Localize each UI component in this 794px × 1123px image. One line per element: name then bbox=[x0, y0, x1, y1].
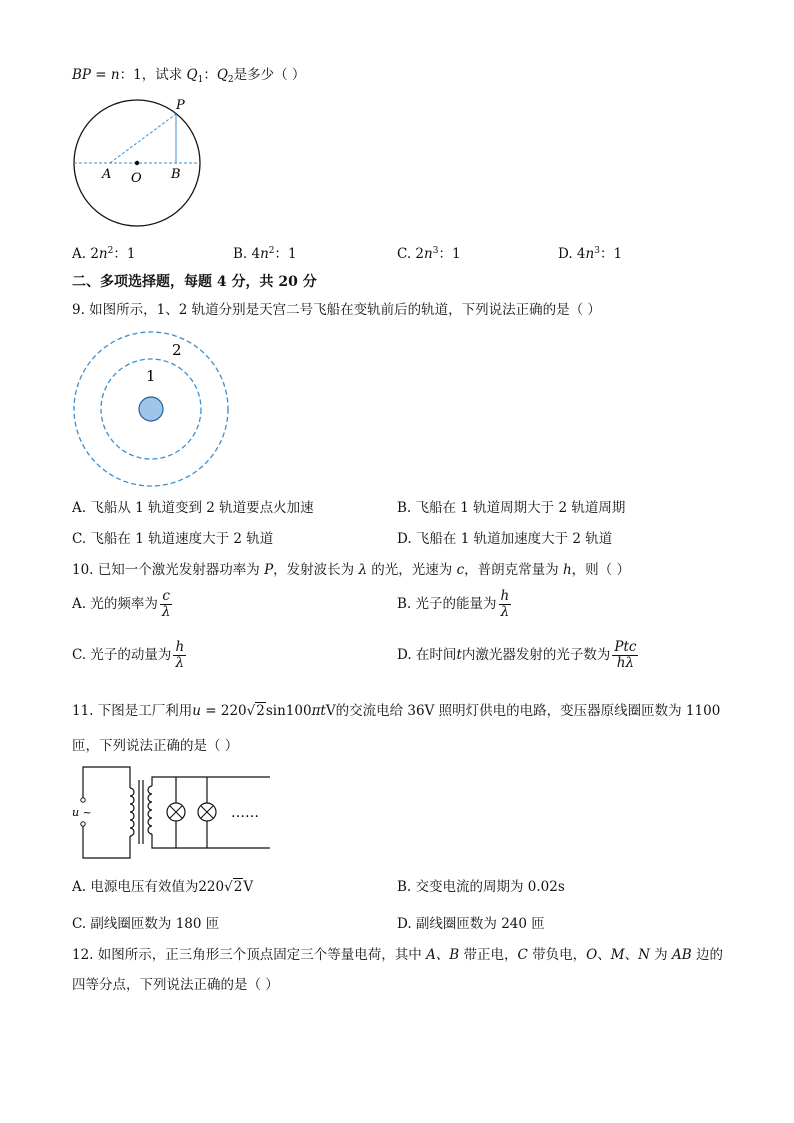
q11-primary-top-wire bbox=[83, 767, 130, 798]
q11-stem-a: 11. 下图是工厂利用 bbox=[72, 703, 193, 719]
q8-option-a-prefix: A. 2 bbox=[72, 246, 99, 262]
q10-option-a-frac bbox=[160, 589, 173, 620]
q10-option-a-num: c bbox=[160, 589, 173, 605]
q11-secondary-bottom-wire bbox=[152, 834, 270, 848]
q12-stem-line2: 四等分点，下列说法正确的是（ ） bbox=[72, 977, 279, 993]
q8-option-c-tail: ：1 bbox=[438, 246, 461, 262]
q8-option-d-var: n bbox=[585, 246, 595, 262]
q11-primary-coil bbox=[130, 788, 134, 836]
q10-stem-d: ，普朗克常量为 bbox=[464, 562, 563, 578]
q11-stem-line2: 匝，下列说法正确的是（ ） bbox=[72, 738, 239, 754]
q12-line1-a: 12. 如图所示，正三角形三个顶点固定三个等量电荷，其中 bbox=[72, 947, 427, 963]
q12-line1-f: 为 bbox=[649, 947, 672, 963]
q8-option-a-tail: ：1 bbox=[113, 246, 136, 262]
q9-planet bbox=[139, 397, 163, 421]
q8-option-c-exp: 3 bbox=[432, 246, 439, 256]
q10-stem-e: ，则（ ） bbox=[571, 562, 630, 578]
q9-option-c[interactable]: C. 飞船在 1 轨道速度大于 2 轨道 bbox=[72, 531, 274, 547]
q8-stem-bp: BP bbox=[72, 67, 92, 83]
q12-line1-c: 带负电， bbox=[527, 947, 587, 963]
q11-option-b[interactable]: B. 交变电流的周期为 0.02s bbox=[397, 879, 565, 895]
q10-option-c-frac bbox=[173, 640, 186, 671]
q10-option-d-text: D. 在时间 bbox=[397, 646, 457, 663]
q8-stem-sub1: 1 bbox=[197, 75, 204, 85]
q12-line1-o: O bbox=[586, 947, 598, 963]
q11-option-a-unit: V bbox=[243, 879, 254, 895]
q10-option-b-den: λ bbox=[500, 603, 510, 620]
q8-stem-sub2: 2 bbox=[227, 75, 234, 85]
q10-option-c-den: λ bbox=[175, 654, 185, 671]
q10-option-c-text: C. 光子的动量为 bbox=[72, 646, 172, 663]
q10-stem-cvar: c bbox=[456, 562, 465, 578]
q11-option-d[interactable]: D. 副线圈匝数为 240 匝 bbox=[397, 916, 545, 932]
q11-transformer-circuit bbox=[70, 764, 275, 864]
q12-line1-g: 边的 bbox=[691, 947, 723, 963]
q8-option-c[interactable] bbox=[397, 246, 461, 262]
q11-terminal-bottom bbox=[81, 822, 85, 826]
q10-option-d-t: t bbox=[456, 646, 462, 663]
q8-option-a-exp: 2 bbox=[107, 246, 114, 256]
q8-line-ap bbox=[110, 114, 176, 163]
q10-stem bbox=[72, 562, 630, 578]
q11-sqrt-sign: √ bbox=[246, 703, 256, 719]
q8-circle-figure bbox=[70, 96, 210, 236]
q8-stem-line bbox=[72, 67, 305, 86]
q8-center-dot bbox=[135, 161, 139, 165]
q8-option-d-exp: 3 bbox=[594, 246, 600, 256]
q10-option-c[interactable] bbox=[72, 640, 186, 671]
q8-stem-text: ：1，试求 bbox=[119, 67, 187, 83]
q12-line1-ab: A、B bbox=[426, 947, 460, 963]
q10-option-d-frac bbox=[612, 640, 638, 671]
q10-option-d-den: hλ bbox=[616, 654, 635, 671]
q11-secondary-top-wire bbox=[152, 777, 270, 786]
q12-line1-d: 、 bbox=[597, 947, 611, 963]
q8-stem-q2: Q bbox=[216, 67, 228, 83]
q8-stem-n: n bbox=[110, 67, 120, 83]
q11-formula-sqrt: 2 bbox=[256, 703, 265, 719]
q8-stem-colon: ： bbox=[203, 67, 217, 83]
q8-option-b-var: n bbox=[260, 246, 269, 262]
q11-primary-bottom-wire bbox=[83, 826, 130, 858]
q8-option-a-var: n bbox=[98, 246, 108, 262]
q10-option-c-num: h bbox=[175, 639, 185, 655]
q8-label-a: A bbox=[102, 167, 112, 182]
q11-stem-b: 的交流电给 36V 照明灯供电的电路，变压器原线圈匝数为 1100 bbox=[335, 703, 721, 719]
q10-option-d[interactable] bbox=[397, 640, 638, 671]
q9-label-orbit2: 2 bbox=[172, 341, 182, 359]
q8-stem-tail: 是多少（ ） bbox=[233, 67, 306, 83]
q11-stem-line1 bbox=[72, 703, 720, 719]
q12-line1-m: M bbox=[610, 947, 625, 963]
q10-option-b-frac bbox=[499, 589, 512, 620]
q8-option-d-tail: ：1 bbox=[599, 246, 623, 262]
q11-formula-pit: πt bbox=[311, 703, 326, 719]
q8-option-b-tail: ：1 bbox=[274, 246, 297, 262]
q8-label-b: B bbox=[171, 167, 181, 182]
q10-option-b-text: B. 光子的能量为 bbox=[397, 595, 497, 612]
q10-option-b[interactable] bbox=[397, 589, 511, 620]
q10-stem-lambda: λ bbox=[358, 562, 368, 578]
q11-formula-sin: sin100 bbox=[265, 703, 312, 719]
q11-option-a-text: A. 电源电压有效值为 bbox=[72, 879, 199, 895]
q12-line1-n: N bbox=[638, 947, 650, 963]
q11-option-a[interactable] bbox=[72, 879, 253, 895]
q11-formula-u: u bbox=[192, 703, 201, 719]
q12-line1-e: 、 bbox=[624, 947, 639, 963]
q12-stem-line1 bbox=[72, 947, 723, 963]
q11-formula-eq: = 220 bbox=[200, 703, 247, 719]
q8-option-a[interactable] bbox=[72, 246, 135, 262]
q8-option-b[interactable] bbox=[233, 246, 297, 262]
q12-line1-ab2: AB bbox=[671, 947, 692, 963]
q11-formula-v: V bbox=[325, 703, 336, 719]
q11-label-u: u ~ bbox=[72, 806, 92, 819]
q12-line1-cvar: C bbox=[517, 947, 528, 963]
q11-option-a-sqrt-sign: √ bbox=[224, 879, 233, 895]
q11-secondary-coil bbox=[148, 786, 152, 834]
q10-option-d-text2: 内激光器发射的光子数为 bbox=[461, 646, 611, 663]
q10-option-b-num: h bbox=[500, 588, 510, 604]
q9-orbit-figure bbox=[70, 330, 235, 490]
q8-label-p: P bbox=[176, 98, 185, 113]
q10-stem-c: 的光，光速为 bbox=[367, 562, 457, 578]
q8-option-d-prefix: D. 4 bbox=[558, 246, 586, 262]
q9-label-orbit1: 1 bbox=[146, 367, 156, 385]
q11-option-a-sqrt: 2 bbox=[233, 879, 243, 895]
q10-option-d-num: Ptc bbox=[614, 639, 637, 655]
q9-option-a[interactable]: A. 飞船从 1 轨道变到 2 轨道要点火加速 bbox=[72, 500, 314, 516]
q11-option-a-val: 220 bbox=[198, 879, 225, 895]
q8-option-d[interactable] bbox=[558, 246, 622, 262]
q8-stem-q: Q bbox=[186, 67, 198, 83]
q12-line1-b: 带正电， bbox=[459, 947, 518, 963]
q10-option-a-den: λ bbox=[161, 603, 171, 620]
q10-stem-h: h bbox=[562, 562, 572, 578]
q11-option-c[interactable]: C. 副线圈匝数为 180 匝 bbox=[72, 916, 220, 932]
q9-option-d[interactable]: D. 飞船在 1 轨道加速度大于 2 轨道 bbox=[397, 531, 613, 547]
q8-stem-eq: = bbox=[91, 67, 111, 83]
q10-stem-b: ，发射波长为 bbox=[273, 562, 359, 578]
q8-option-c-var: n bbox=[424, 246, 433, 262]
q8-option-c-prefix: C. 2 bbox=[397, 246, 425, 262]
q8-label-o: O bbox=[131, 171, 142, 186]
q9-stem: 9. 如图所示，1、2 轨道分别是天宫二号飞船在变轨前后的轨道，下列说法正确的是（ ） bbox=[72, 302, 601, 318]
q11-label-dots: …… bbox=[231, 805, 259, 821]
section-heading-multiple-choice: 二、多项选择题，每题 4 分，共 20 分 bbox=[72, 274, 317, 290]
q10-stem-p: P bbox=[264, 562, 274, 578]
q8-option-b-prefix: B. 4 bbox=[233, 246, 261, 262]
q10-option-a-text: A. 光的频率为 bbox=[72, 595, 158, 612]
q9-option-b[interactable]: B. 飞船在 1 轨道周期大于 2 轨道周期 bbox=[397, 500, 626, 516]
q10-option-a[interactable] bbox=[72, 589, 172, 620]
q8-option-b-exp: 2 bbox=[268, 246, 275, 256]
q11-terminal-top bbox=[81, 798, 85, 802]
q10-stem-a: 10. 已知一个激光发射器功率为 bbox=[72, 562, 265, 578]
